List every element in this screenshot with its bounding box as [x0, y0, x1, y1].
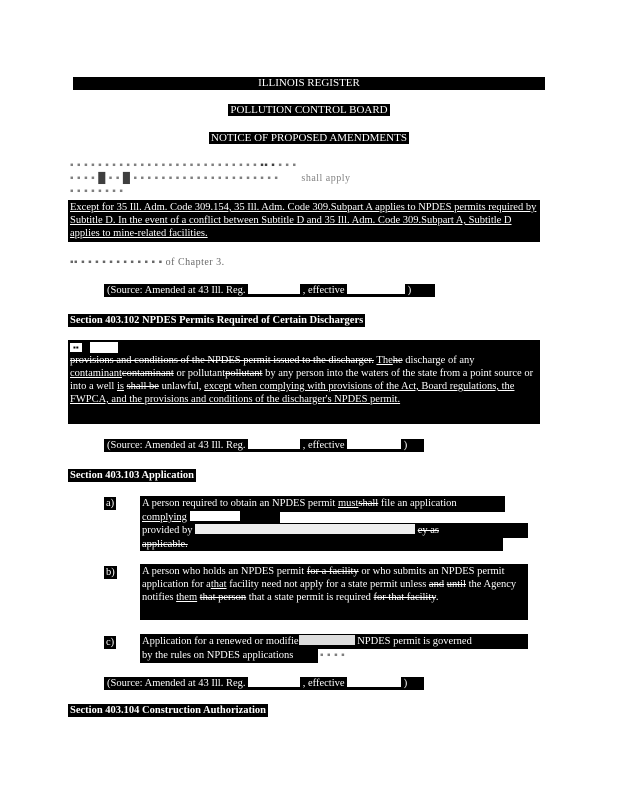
contaminant-struck: contaminant [121, 368, 174, 379]
contaminant-insert: contaminant [70, 368, 122, 379]
source-note-1 [104, 284, 435, 297]
notice-header [0, 132, 618, 145]
item-a-text: file an application [378, 498, 457, 509]
item-b-text: A person who holds an NPDES permit [142, 566, 307, 577]
board-header [0, 104, 618, 117]
item-a-label: a) [106, 498, 115, 509]
item-b-period: . [435, 592, 439, 603]
source-note-2 [104, 439, 424, 452]
blank-field [347, 677, 401, 687]
faint-text-line: ▪ ▪ ▪ ▪ █ ▪ ▪ █ ▪ ▪ ▪ ▪ ▪ ▪ ▪ ▪ ▪ ▪ ▪ ▪ ▪ ▪ ▪ ▪ ▪ ▪ ▪ ▪ ▪ shall apply [70, 173, 351, 184]
source-note-3 [104, 677, 424, 690]
item-a-line-3 [140, 523, 528, 538]
the-insert: The [376, 355, 393, 366]
item-b-body [140, 564, 528, 620]
blank-field [299, 635, 355, 645]
obscured-line: ▪▪ [70, 341, 538, 354]
blank-field [347, 284, 405, 294]
item-a-text: A person required to obtain an NPDES permit [142, 498, 338, 509]
source-prefix: (Source: Amended at 43 Ill. Reg. [107, 285, 246, 296]
for-a-facility-struck: for a facility [306, 566, 359, 577]
pollutant-text: or pollutant [173, 368, 226, 379]
shall-struck: shall [358, 498, 379, 509]
source-prefix: (Source: Amended at 43 Ill. Reg. [107, 678, 246, 689]
struck-provisions: provisions and conditions of the NPDES permit issued to the discharger. [70, 355, 374, 366]
source-suffix: ) [403, 440, 408, 451]
item-b-text: or who submits an NPDES permit application for a [142, 566, 505, 590]
subpart-applicability-paragraph: Except for 35 Ill. Adm. Code 309.154, 35 Ill. Adm. Code 309.Subpart A applies to NPDES permits required by Subtitle D. In the event of a conflict between Subtitle D and 35 Ill. Adm. Code 309.Subpart A, Subtitle D applies to mine-related facilities. [68, 200, 540, 242]
board-title: POLLUTION CONTROL BOARD [230, 104, 388, 116]
the-struck: he [392, 355, 403, 366]
is-insert: is [116, 381, 124, 392]
blank-field [195, 524, 415, 534]
pollutant-struck: pollutant [225, 368, 263, 379]
source-effective: , effective [302, 678, 345, 689]
until-struck: until [446, 579, 466, 590]
source-prefix: (Source: Amended at 43 Ill. Reg. [107, 440, 246, 451]
that-person-struck: that person [199, 592, 247, 603]
source-effective: , effective [302, 440, 345, 451]
waters-text: by any person into the waters of the state from a point source or into a well [70, 368, 534, 392]
item-c-line-2 [140, 648, 318, 663]
ey-as-text: ey as [417, 525, 439, 536]
applicable-text: applicable. [142, 539, 188, 550]
item-c-text: NPDES permit is governed [357, 636, 472, 647]
unlawful-text: unlawful, [158, 381, 205, 392]
faint-text-line: ▪▪ ▪ ▪ ▪ ▪ ▪ ▪ ▪ ▪ ▪ ▪ ▪ ▪ of Chapter 3. [70, 257, 225, 268]
item-c-text: Application for a renewed or modifie [142, 636, 299, 647]
section-403-103-heading: Section 403.103 Application [70, 470, 194, 481]
faint-text-line: ▪ ▪ ▪ ▪ [320, 650, 346, 661]
notice-title: NOTICE OF PROPOSED AMENDMENTS [211, 132, 407, 144]
provided-by-text: provided by [142, 525, 193, 536]
item-b-label: b) [106, 567, 115, 578]
blank-field [248, 284, 300, 294]
faint-text-line: ▪ ▪ ▪ ▪ ▪ ▪ ▪ ▪ ▪ ▪ ▪ ▪ ▪ ▪ ▪ ▪ ▪ ▪ ▪ ▪ ▪ ▪ ▪ ▪ ▪ ▪ ▪ ▪▪ ▪ ▪ ▪ ▪ [70, 160, 297, 171]
blank-field [347, 439, 401, 449]
faint-shall-apply: shall apply [301, 173, 351, 184]
and-struck: and [428, 579, 445, 590]
blank-field [248, 677, 300, 687]
discharge-text: discharge of any [405, 355, 475, 366]
source-effective: , effective [302, 285, 345, 296]
for-that-facility-struck: for that facility [373, 592, 436, 603]
except-insert: except when complying with provisions of the Act, Board regulations, the FWPCA, and the provisions and conditions of the discharger's NPDES permit. [70, 381, 515, 405]
blank-field [248, 439, 300, 449]
item-b-text: facility need not apply for a state permit unless [226, 579, 429, 590]
faint-text-line: ▪ ▪ ▪ ▪ ▪ ▪ ▪ ▪ [70, 186, 124, 197]
section-403-104-heading: Section 403.104 Construction Authorization [70, 705, 267, 716]
register-title: ILLINOIS REGISTER [73, 77, 545, 90]
item-a-line-4 [140, 537, 503, 551]
faint-chapter-ref: of Chapter 3. [165, 257, 225, 268]
must-insert: must [337, 498, 359, 509]
blank-field [190, 511, 240, 521]
item-c-text: by the rules on NPDES applications [142, 650, 294, 661]
item-b-text: that a state permit is required [246, 592, 374, 603]
register-header [0, 77, 618, 90]
that-insert: that [210, 579, 227, 590]
complying-text: complying [142, 512, 187, 523]
item-c-line-1 [140, 634, 528, 649]
item-b-text: the Agency notifies [142, 579, 517, 603]
source-suffix: ) [407, 285, 412, 296]
section-403-102-body [68, 340, 540, 424]
them-insert: them [176, 592, 198, 603]
source-suffix: ) [403, 678, 408, 689]
item-c-label: c) [106, 637, 115, 648]
section-403-102-heading: Section 403.102 NPDES Permits Required of Certain Dischargers [70, 315, 364, 326]
shall-be-struck: shall be [126, 381, 159, 392]
